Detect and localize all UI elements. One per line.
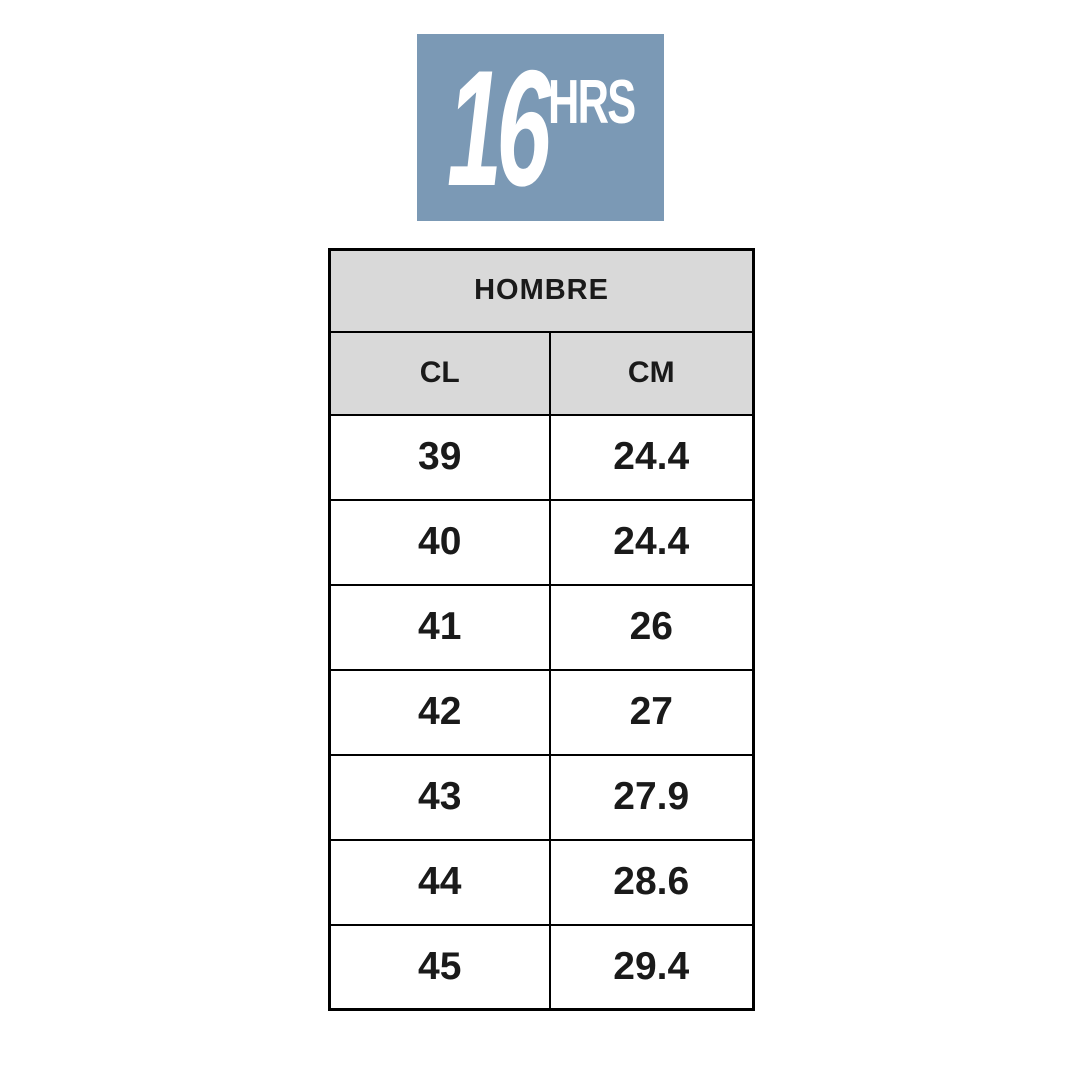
cell-cm: 26: [550, 585, 754, 670]
table-row: [330, 840, 754, 925]
table-row: [330, 755, 754, 840]
table-title-row: [330, 250, 754, 332]
cell-cl: 40: [330, 500, 550, 585]
table-title: HOMBRE: [330, 250, 754, 332]
cell-cm: 24.4: [550, 415, 754, 500]
cell-cl: 44: [330, 840, 550, 925]
cell-cl: 45: [330, 925, 550, 1010]
column-header-cm: CM: [550, 332, 754, 415]
cell-cl: 39: [330, 415, 550, 500]
cell-cm: 27.9: [550, 755, 754, 840]
cell-cm: 28.6: [550, 840, 754, 925]
size-chart-table: [328, 248, 755, 1011]
cell-cm: 27: [550, 670, 754, 755]
logo-suffix-hrs: HRS: [548, 68, 635, 137]
column-header-cl: CL: [330, 332, 550, 415]
table-header-row: [330, 332, 754, 415]
cell-cl: 42: [330, 670, 550, 755]
cell-cm: 29.4: [550, 925, 754, 1010]
table-row: [330, 585, 754, 670]
cell-cm: 24.4: [550, 500, 754, 585]
table-row: [330, 415, 754, 500]
brand-logo: [417, 34, 664, 221]
table-row: [330, 670, 754, 755]
table-row: [330, 925, 754, 1010]
cell-cl: 41: [330, 585, 550, 670]
table-row: [330, 500, 754, 585]
cell-cl: 43: [330, 755, 550, 840]
logo-number-16: 16: [447, 36, 546, 220]
